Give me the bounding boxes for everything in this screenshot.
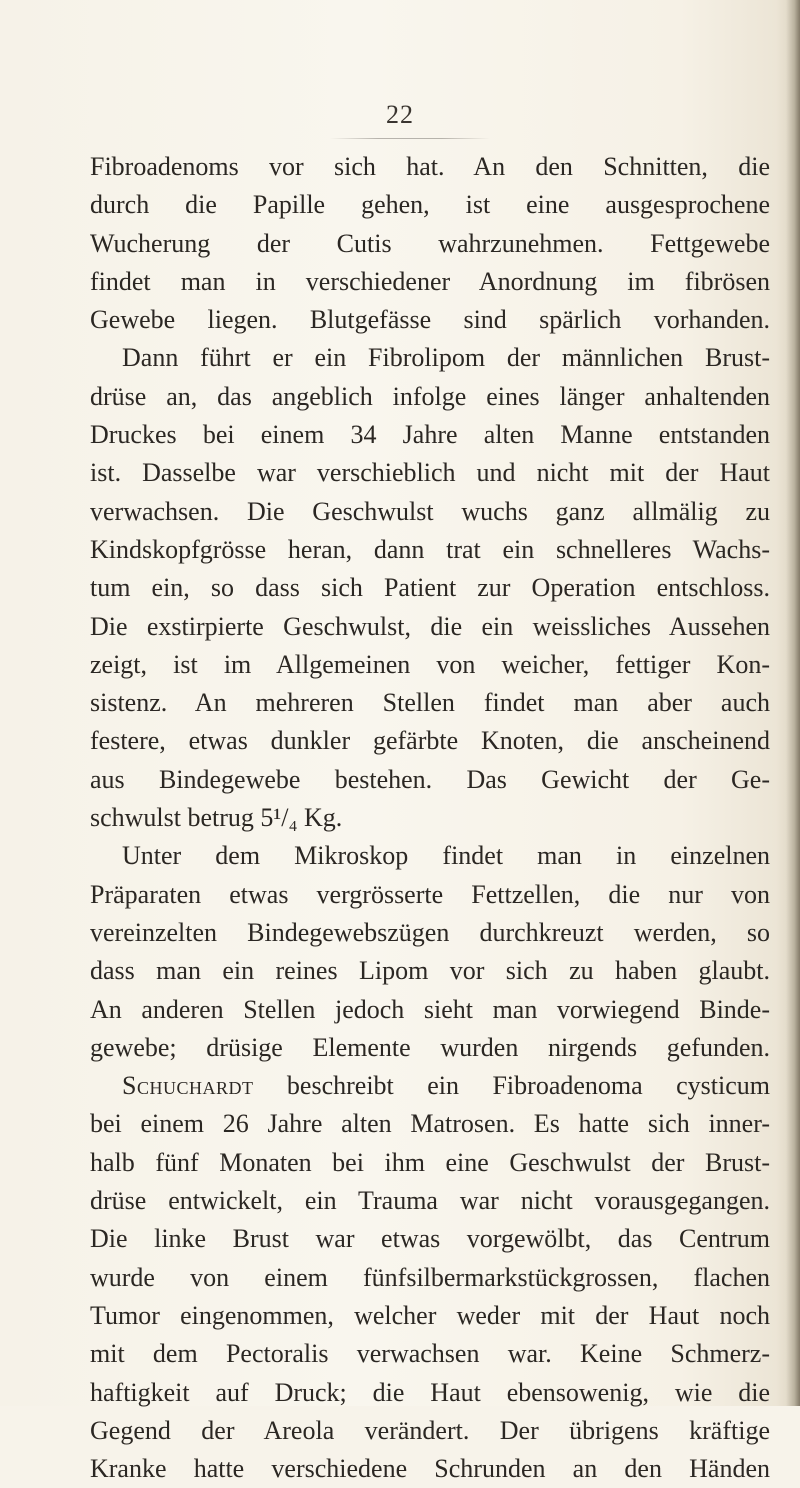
text-line: festere, etwas dunkler gefärbte Knoten, die anscheinend bbox=[90, 726, 770, 756]
page-edge-shadow bbox=[786, 0, 800, 1406]
text-line: haftigkeit auf Druck; die Haut ebensowenig, wie die bbox=[90, 1377, 770, 1407]
text-line: halb fünf Monaten bei ihm eine Geschwulst der Brust- bbox=[90, 1147, 770, 1177]
text-line: Schuchardt beschreibt ein Fibroadenoma cysticum bbox=[122, 1071, 770, 1101]
text-line: vereinzelten Bindegewebszügen durchkreuzt werden, so bbox=[90, 917, 770, 947]
text-line: Kranke hatte verschiedene Schrunden an den Händen bbox=[90, 1454, 770, 1484]
text-line: Fibroadenoms vor sich hat. An den Schnitten, die bbox=[90, 152, 770, 181]
text-line: Druckes bei einem 34 Jahre alten Manne entstanden bbox=[90, 420, 770, 450]
text-line: Unter dem Mikroskop findet man in einzelnen bbox=[122, 841, 770, 871]
text-line: findet man in verschiedener Anordnung im fibrösen bbox=[90, 266, 770, 296]
text-line: Gewebe liegen. Blutgefässe sind spärlich vorhanden. bbox=[90, 305, 770, 335]
page-number: 22 bbox=[386, 100, 414, 129]
text-line: verwachsen. Die Geschwulst wuchs ganz allmälig zu bbox=[90, 496, 770, 526]
text-line: mit dem Pectoralis verwachsen war. Keine Schmerz- bbox=[90, 1339, 770, 1369]
text-line: Dann führt er ein Fibrolipom der männlichen Brust- bbox=[122, 343, 770, 373]
text-line: drüse entwickelt, ein Trauma war nicht vorausgegangen. bbox=[90, 1186, 770, 1216]
text-line: Präparaten etwas vergrösserte Fettzellen, die nur von bbox=[90, 879, 770, 909]
text-line: Die exstirpierte Geschwulst, die ein weissliches Aussehen bbox=[90, 611, 770, 641]
text-line: sistenz. An mehreren Stellen findet man aber auch bbox=[90, 688, 770, 718]
text-line: wurde von einem fünfsilbermarkstückgrossen, flachen bbox=[90, 1262, 770, 1292]
text-line: Tumor eingenommen, welcher weder mit der Haut noch bbox=[90, 1300, 770, 1330]
text-line: Gegend der Areola verändert. Der übrigens kräftige bbox=[90, 1415, 770, 1445]
page-number-rule bbox=[330, 138, 490, 139]
text-line: Kindskopfgrösse heran, dann trat ein schnelleres Wachs- bbox=[90, 534, 770, 564]
text-line: drüse an, das angeblich infolge eines länger anhaltenden bbox=[90, 381, 770, 411]
text-line: Wucherung der Cutis wahrzunehmen. Fettgewebe bbox=[90, 228, 770, 258]
text-line: gewebe; drüsige Elemente wurden nirgends gefunden. bbox=[90, 1032, 770, 1062]
text-line: zeigt, ist im Allgemeinen von weicher, fettiger Kon- bbox=[90, 649, 770, 679]
text-line: durch die Papille gehen, ist eine ausgesprochene bbox=[90, 190, 770, 220]
text-line: ist. Dasselbe war verschieblich und nicht mit der Haut bbox=[90, 458, 770, 488]
text-line: An anderen Stellen jedoch sieht man vorwiegend Binde- bbox=[90, 994, 770, 1024]
author-name: Schuchardt bbox=[122, 1071, 254, 1101]
text-line: schwulst betrug 5¹/₄ Kg. bbox=[90, 803, 343, 833]
body-text bbox=[90, 148, 770, 1488]
text-line: tum ein, so dass sich Patient zur Operation entschloss. bbox=[90, 573, 770, 603]
text-line: Die linke Brust war etwas vorgewölbt, das Centrum bbox=[90, 1224, 770, 1254]
text-line: bei einem 26 Jahre alten Matrosen. Es hatte sich inner- bbox=[90, 1109, 770, 1139]
text-line: aus Bindegewebe bestehen. Das Gewicht der Ge- bbox=[90, 764, 770, 794]
text-line: dass man ein reines Lipom vor sich zu haben glaubt. bbox=[90, 956, 770, 986]
